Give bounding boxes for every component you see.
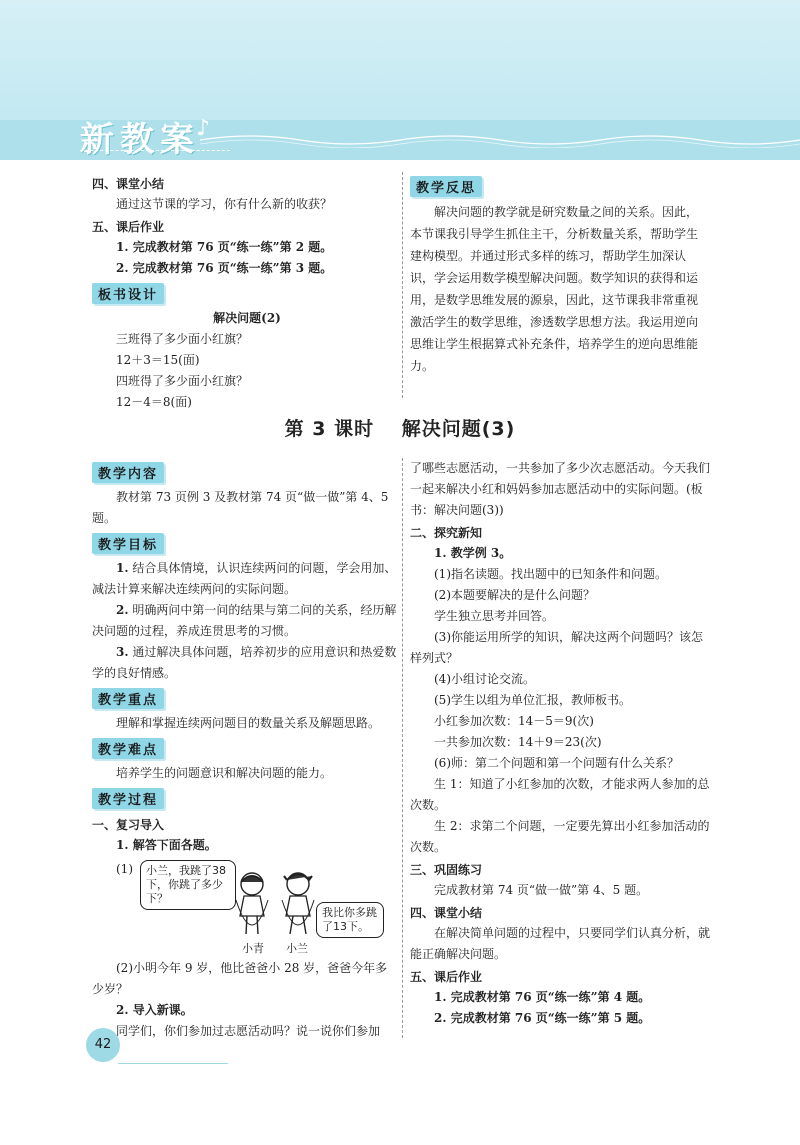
tag-difficulty: 教学难点 (92, 738, 164, 759)
footer-line (118, 1063, 228, 1064)
paragraph: 同学们，你们参加过志愿活动吗？说一说你们参加 (116, 1024, 381, 1038)
goal-item (92, 600, 398, 642)
step-text: (3)你能运用所学的知识，解决这两个问题吗？该怎样列式？ (410, 630, 703, 665)
step-text: 在解决简单问题的过程中，只要同学们认真分析，就能正确解决问题。 (410, 926, 711, 961)
goal-number: 2. (116, 603, 129, 617)
section-heading: 四、课堂小结 (92, 177, 165, 191)
banner-wave-decoration (200, 128, 800, 148)
column-divider (402, 458, 403, 1038)
key-point: 理解和掌握连续两问题目的数量关系及解题思路。 (116, 716, 381, 730)
section-heading: 五、课后作业 (410, 970, 483, 984)
teaching-content: 教材第 73 页例 3 及教材第 74 页“做一做”第 4、5 题。 (92, 490, 389, 525)
paragraph: 通过这节课的学习，你有什么新的收获？ (116, 197, 333, 211)
step-item: 1. 解答下面各题。 (116, 838, 217, 852)
tag-board-design: 板书设计 (92, 283, 164, 304)
girl-figure-icon (232, 870, 272, 940)
step-text: (1)指名读题。找出题中的已知条件和问题。 (434, 567, 667, 581)
board-line: 12－4＝8(面) (116, 395, 192, 409)
section-heading: 三、巩固练习 (410, 863, 483, 877)
logo-underline (80, 150, 230, 154)
column-divider (402, 172, 403, 398)
step-text: (5)学生以组为单位汇报，教师板书。 (434, 693, 631, 707)
section-heading: 一、复习导入 (92, 818, 165, 832)
homework-item: 2. 完成教材第 76 页“练一练”第 5 题。 (434, 1011, 651, 1025)
goal-number: 1. (116, 561, 129, 575)
name-label-right: 小兰 (286, 942, 308, 955)
tag-key-point: 教学重点 (92, 688, 164, 709)
section-heading: 二、探究新知 (410, 526, 483, 540)
step-item: 2. 导入新课。 (116, 1003, 193, 1017)
student-answer: 生 2：求第二个问题，一定要先算出小红参加活动的次数。 (410, 819, 710, 854)
tag-teaching-process: 教学过程 (92, 788, 164, 809)
name-label-left: 小青 (242, 942, 264, 955)
music-note-icon: ♪ (196, 116, 211, 141)
step-text: 完成教材第 74 页“做一做”第 4、5 题。 (434, 883, 649, 897)
illustration (92, 858, 398, 956)
step-text: (2)本题要解决的是什么问题？ (434, 588, 595, 602)
homework-item: 2. 完成教材第 76 页“练一练”第 3 题。 (116, 261, 333, 275)
logo: 新教案 (80, 120, 200, 160)
homework-item: 1. 完成教材第 76 页“练一练”第 4 题。 (434, 990, 651, 1004)
question: (2)小明今年 9 岁，他比爸爸小 28 岁，爸爸今年多少岁？ (92, 961, 388, 996)
illustration-number: (1) (116, 862, 133, 876)
tag-teaching-goals: 教学目标 (92, 533, 164, 554)
difficulty: 培养学生的问题意识和解决问题的能力。 (116, 766, 333, 780)
header-banner (0, 0, 800, 160)
step-text: (4)小组讨论交流。 (434, 672, 535, 686)
goal-number: 3. (116, 645, 129, 659)
section-heading: 四、课堂小结 (410, 906, 483, 920)
tag-reflection: 教学反思 (410, 176, 482, 197)
top-left-column (92, 172, 402, 413)
lesson-title: 第 3 课时 解决问题(3) (284, 418, 516, 440)
section-heading: 五、课后作业 (92, 220, 165, 234)
top-right-column (410, 172, 706, 377)
board-line: 三班得了多少面小红旗？ (116, 332, 249, 346)
bottom-left-column (92, 458, 398, 1042)
tag-teaching-content: 教学内容 (92, 462, 164, 483)
goal-item (92, 558, 398, 600)
calculation: 一共参加次数：14＋9＝23(次) (434, 735, 602, 749)
goal-text: 结合具体情境，认识连续两问的问题，学会用加、减法计算来解决连续两问的实际问题。 (92, 561, 397, 596)
speech-bubble-left: 小兰，我跳了38下，你跳了多少下？ (140, 860, 236, 910)
calculation: 小红参加次数：14－5＝9(次) (434, 714, 594, 728)
homework-item: 1. 完成教材第 76 页“练一练”第 2 题。 (116, 240, 333, 254)
board-line: 四班得了多少面小红旗？ (116, 374, 249, 388)
speech-bubble-right: 我比你多跳了13下。 (316, 902, 384, 938)
paragraph: 了哪些志愿活动，一共参加了多少次志愿活动。今天我们一起来解决小红和妈妈参加志愿活动中的实际问题。(板书：解决问题(3)) (410, 461, 711, 517)
step-item: 1. 教学例 3。 (434, 546, 512, 560)
board-title: 解决问题(2) (213, 311, 281, 325)
step-text: 学生独立思考并回答。 (434, 609, 555, 623)
reflection-text: 解决问题的教学就是研究数量之间的关系。因此，本节课我引导学生抓住主干，分析数量关系，帮助学生建构模型。并通过形式多样的练习，帮助学生加深认识，学会运用数学模型解决问题。数学知识的获得和运用，是数学思维发展的源泉，因此，这节课我非常重视激活学生的数学思维，渗透数学思想方法。我运用逆向思维让学生根据算式补充条件，培养学生的逆向思维能力。 (410, 205, 699, 373)
bottom-right-column (410, 458, 710, 1029)
board-line: 12＋3＝15(面) (116, 353, 200, 367)
goal-item (92, 642, 398, 684)
page-number: 42 (86, 1028, 120, 1062)
goal-text: 明确两问中第一问的结果与第二问的关系，经历解决问题的过程，养成连贯思考的习惯。 (92, 603, 397, 638)
goal-text: 通过解决具体问题，培养初步的应用意识和热爱数学的良好情感。 (92, 645, 397, 680)
girl-figure-icon (278, 870, 318, 940)
student-answer: 生 1：知道了小红参加的次数，才能求两人参加的总次数。 (410, 777, 710, 812)
step-text: (6)师：第二个问题和第一个问题有什么关系？ (434, 756, 679, 770)
